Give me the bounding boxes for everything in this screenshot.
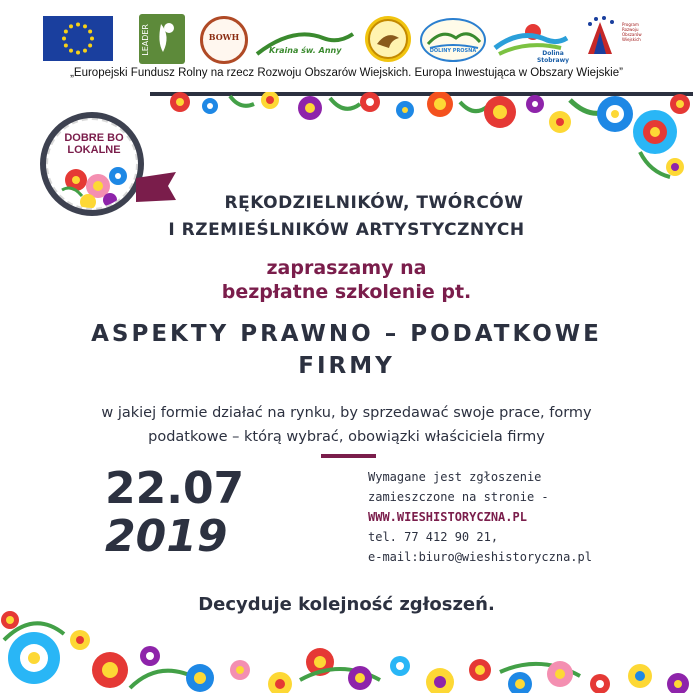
topic-line2: FIRMY bbox=[298, 353, 395, 379]
eu-star-icon bbox=[64, 30, 68, 34]
topic-line1: ASPEKTY PRAWNO – PODATKOWE bbox=[91, 321, 602, 347]
training-topic bbox=[0, 318, 693, 382]
dolina-logo bbox=[491, 18, 571, 68]
eu-star-icon bbox=[76, 23, 80, 27]
doliny-logo-text: DOLINY PROSNA bbox=[429, 48, 477, 54]
accent-divider bbox=[321, 454, 376, 458]
eu-star-icon bbox=[83, 49, 87, 53]
registration-line1: Wymagane jest zgłoszenie bbox=[368, 470, 542, 484]
eu-star-icon bbox=[76, 51, 80, 55]
prow-logo-text: Program Rozwoju Obszarów Wiejskich bbox=[622, 22, 642, 42]
dolina-logo-text: Dolina Stobrawy bbox=[536, 50, 570, 64]
invite-line2: bezpłatne szkolenie pt. bbox=[221, 281, 472, 303]
topic-description bbox=[0, 401, 693, 449]
eu-star-icon bbox=[69, 24, 73, 28]
leader-logo-text: LEADER bbox=[141, 24, 150, 56]
registration-line2: zamieszczone na stronie - bbox=[368, 490, 549, 504]
eu-star-icon bbox=[88, 30, 92, 34]
kraina-logo bbox=[253, 24, 357, 64]
eu-star-icon bbox=[69, 49, 73, 53]
audience-line1: RĘKODZIELNIKÓW, TWÓRCÓW bbox=[224, 193, 524, 213]
logos-bar bbox=[0, 0, 693, 92]
folk-flowers-bottom-decoration bbox=[0, 600, 693, 693]
date-day-month: 22.07 bbox=[105, 463, 245, 514]
eu-funding-caption: „Europejski Fundusz Rolny na rzecz Rozwoju Obszarów Wiejskich. Europa Inwestująca w Obszary Wiejskie” bbox=[70, 67, 623, 79]
phone-number: tel. 77 412 90 21, bbox=[368, 530, 499, 544]
description-line2: podatkowe – którą wybrać, obowiązki właściciela firmy bbox=[148, 429, 545, 445]
badge-line2: LOKALNE bbox=[67, 144, 121, 156]
doliny-logo bbox=[420, 18, 486, 62]
eu-star-icon bbox=[90, 37, 94, 41]
eu-flag-icon bbox=[43, 16, 113, 61]
date-year: 2019 bbox=[105, 511, 228, 562]
eu-star-icon bbox=[88, 44, 92, 48]
ptaszek-logo bbox=[365, 16, 411, 62]
registration-info bbox=[368, 467, 592, 567]
leader-logo bbox=[139, 14, 185, 64]
badge-line1: DOBRE BO bbox=[64, 132, 124, 144]
audience-heading bbox=[0, 190, 693, 244]
kraina-logo-text: Kraina św. Anny bbox=[269, 46, 342, 55]
audience-line2: I RZEMIEŚLNIKÓW ARTYSTYCZNYCH bbox=[168, 220, 525, 240]
bowh-logo bbox=[200, 16, 248, 64]
description-line1: w jakiej formie działać na rynku, by sprzedawać swoje prace, formy bbox=[101, 405, 592, 421]
event-date bbox=[105, 465, 244, 561]
prow-logo bbox=[582, 14, 652, 70]
email-address[interactable]: e-mail:biuro@wieshistoryczna.pl bbox=[368, 550, 592, 564]
invite-line1: zapraszamy na bbox=[266, 257, 427, 279]
folk-flowers-top-decoration bbox=[150, 92, 693, 182]
order-note: Decyduje kolejność zgłoszeń. bbox=[198, 594, 495, 615]
eu-star-icon bbox=[62, 37, 66, 41]
bowh-logo-text: BOWH bbox=[208, 32, 240, 42]
invite-text bbox=[0, 256, 693, 304]
website-link[interactable]: WWW.WIESHISTORYCZNA.PL bbox=[368, 510, 527, 524]
eu-star-icon bbox=[83, 24, 87, 28]
eu-star-icon bbox=[64, 44, 68, 48]
